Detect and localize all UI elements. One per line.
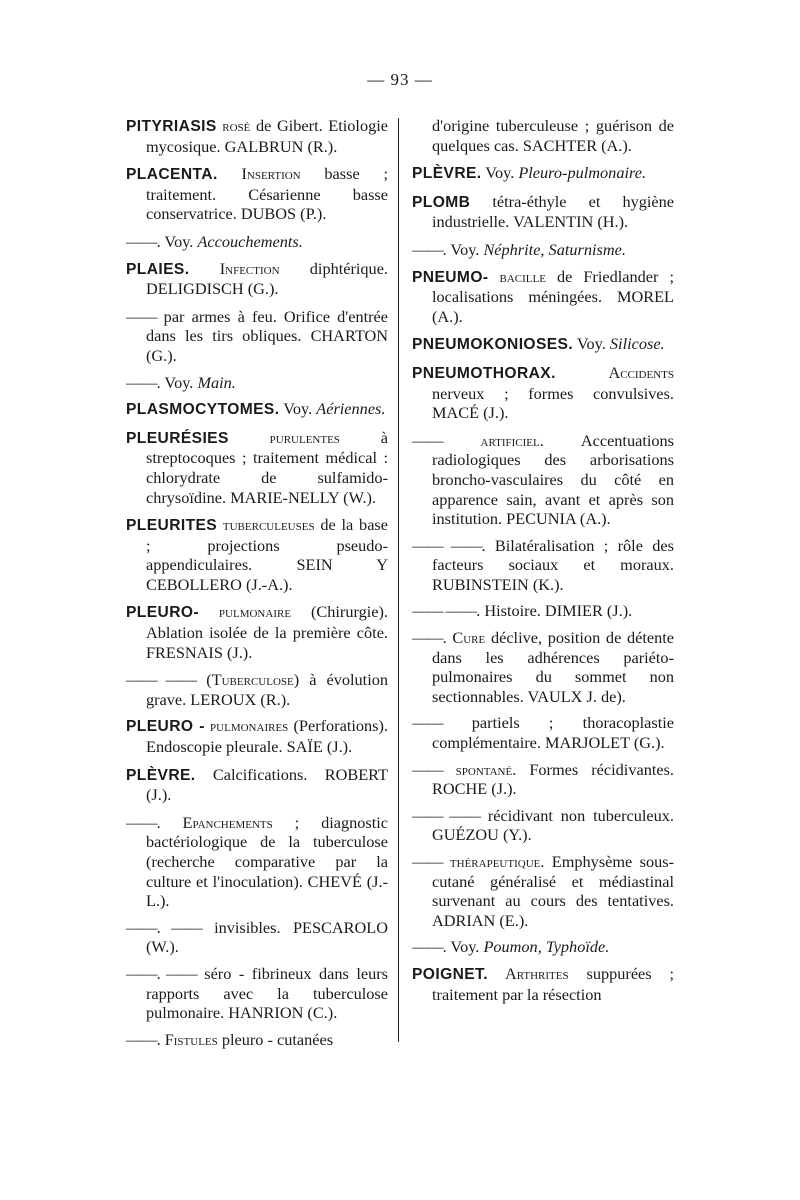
index-entry bbox=[412, 601, 674, 621]
entry-heading: PLAIES. bbox=[126, 260, 190, 278]
entry-text: basse ; traitement. Césarienne basse conservatrice. DUBOS (P.). bbox=[146, 164, 388, 224]
index-entry bbox=[126, 399, 388, 420]
column-divider bbox=[398, 118, 399, 1042]
entry-subheading: pulmonaires bbox=[204, 716, 289, 736]
index-entry bbox=[126, 259, 388, 299]
index-entry bbox=[126, 232, 388, 252]
index-entry bbox=[412, 431, 674, 529]
entry-heading: PLEURO - bbox=[126, 718, 205, 736]
entry-text bbox=[443, 431, 481, 450]
entry-heading: PLEURITES bbox=[126, 517, 218, 535]
entry-reference: Poumon, Typhoïde. bbox=[483, 937, 610, 957]
entry-text: de Friedlander ; localisations méningées. MOREL (A.). bbox=[432, 266, 674, 326]
entry-subheading: (Tuberculose) bbox=[206, 670, 300, 690]
index-entry bbox=[126, 964, 388, 1023]
entry-text: (Perforations). Endoscopie pleurale. SAÏE (J.). bbox=[146, 716, 388, 757]
entry-reference: Accouchements. bbox=[197, 231, 303, 251]
entry-heading: PLÈVRE. bbox=[126, 766, 196, 784]
entry-text: . Histoire. DIMIER (J.). bbox=[476, 601, 633, 621]
entry-text: . bbox=[156, 812, 183, 832]
entry-subheading: Fistules bbox=[164, 1029, 218, 1049]
entry-text: Voy. bbox=[481, 163, 519, 183]
entry-dash: —— bbox=[126, 812, 157, 832]
entry-subheading: pulmonaire bbox=[198, 602, 292, 622]
entry-text: . bbox=[156, 1029, 165, 1049]
index-entry bbox=[126, 515, 388, 594]
entry-text: . Voy. bbox=[442, 937, 484, 957]
entry-text: Emphysème sous-cutané généralisé et médiastinal survenant au cours des tentatives. ADRIAN (E.). bbox=[432, 852, 674, 930]
entry-subheading: purulentes bbox=[228, 427, 340, 447]
entry-text: . Voy. bbox=[156, 231, 198, 251]
index-entry bbox=[126, 373, 388, 393]
entry-text: de Gibert. Etiologie mycosique. GALBRUN (R.). bbox=[146, 116, 388, 156]
entry-heading: PNEUMO- bbox=[412, 268, 489, 286]
entry-text: Calcifications. ROBERT (J.). bbox=[146, 764, 388, 805]
entry-subheading: tuberculeuses bbox=[217, 515, 315, 535]
entry-subheading: thérapeutique. bbox=[449, 852, 545, 871]
entry-dash: —— bbox=[412, 713, 443, 733]
entry-dash: —— bbox=[412, 430, 443, 450]
index-entry bbox=[126, 428, 388, 507]
right-column bbox=[412, 116, 674, 1012]
index-entry bbox=[412, 852, 674, 930]
entry-dash: ——. —— bbox=[126, 963, 197, 983]
index-entry bbox=[412, 964, 674, 1004]
entry-heading: PNEUMOTHORAX. bbox=[412, 364, 556, 382]
entry-text: à évolution grave. LEROUX (R.). bbox=[146, 670, 388, 709]
index-entry bbox=[412, 937, 674, 957]
index-entry bbox=[126, 116, 388, 156]
entry-dash: —— —— bbox=[412, 601, 477, 621]
entry-subheading: bacille bbox=[488, 266, 546, 286]
entry-dash: —— —— bbox=[412, 535, 482, 555]
entry-text: pleuro - cutanées bbox=[217, 1029, 334, 1049]
entry-text: diphtérique. DELIGDISCH (G.). bbox=[146, 258, 388, 299]
entry-text: Accentuations radiologiques des arborisations broncho-vasculaires du côté en apparence sain, avant et après son institution. PECUNIA (A.). bbox=[432, 430, 674, 529]
entry-subheading: Insertion bbox=[217, 164, 301, 184]
entry-text: séro - fibrineux dans leurs rapports avec la tuberculose pulmonaire. HANRION (C.). bbox=[146, 963, 389, 1023]
entry-text: récidivant non tuberculeux. GUÉZOU (Y.). bbox=[432, 805, 674, 845]
entry-dash: —— bbox=[126, 372, 157, 392]
entry-text: (Chirurgie). Ablation isolée de la première côte. FRESNAIS (J.). bbox=[146, 602, 389, 662]
index-entry bbox=[412, 713, 674, 752]
index-entry bbox=[412, 628, 674, 706]
entry-dash: —— —— bbox=[126, 670, 197, 690]
index-entry bbox=[126, 602, 388, 662]
entry-text: ; diagnostic bactériologique de la tuberculose (recherche comparative par la culture et l'inoculation). CHEVÉ (J.-L.). bbox=[146, 812, 388, 911]
entry-dash: —— bbox=[126, 306, 157, 326]
entry-text: invisibles. PESCAROLO (W.). bbox=[146, 917, 388, 957]
entry-heading: PLACENTA. bbox=[126, 166, 218, 184]
entry-text: . Voy. bbox=[156, 372, 198, 392]
entry-dash: —— bbox=[412, 759, 443, 779]
entry-dash: —— bbox=[126, 1029, 157, 1049]
index-entry bbox=[412, 267, 674, 327]
index-entry bbox=[126, 716, 388, 756]
entry-text: par armes à feu. Orifice d'entrée dans les tirs obliques. CHARTON (G.). bbox=[146, 306, 388, 365]
entry-subheading: artificiel. bbox=[480, 430, 544, 450]
index-entry bbox=[126, 813, 388, 911]
entry-text: de la base ; projections pseudo-appendiculaires. SEIN Y CEBOLLERO (J.-A.). bbox=[146, 515, 388, 594]
entry-subheading: Arthrites bbox=[487, 963, 569, 983]
entry-dash: —— bbox=[412, 852, 443, 871]
index-entry bbox=[412, 192, 674, 232]
entry-subheading: spontané. bbox=[455, 759, 517, 779]
index-entry bbox=[126, 765, 388, 805]
entry-text: suppurées ; traitement par la résection bbox=[432, 963, 675, 1004]
index-entry bbox=[412, 536, 674, 595]
index-entry bbox=[126, 307, 388, 366]
index-entry bbox=[126, 670, 388, 709]
entry-heading: PITYRIASIS bbox=[126, 118, 217, 135]
entry-text: tétra-éthyle et hygiène industrielle. VALENTIN (H.). bbox=[432, 191, 674, 232]
entry-subheading: Accidents bbox=[555, 362, 674, 382]
index-entry bbox=[412, 240, 674, 260]
index-entry bbox=[412, 806, 674, 845]
entry-reference: Silicose. bbox=[609, 334, 665, 354]
entry-text bbox=[443, 852, 450, 871]
entry-text: Voy. bbox=[573, 334, 610, 354]
entry-heading: PLEURO- bbox=[126, 604, 199, 622]
entry-reference: Aériennes. bbox=[316, 399, 386, 419]
entry-heading: PLÈVRE. bbox=[412, 165, 482, 183]
entry-text: nerveux ; formes convulsives. MACÉ (J.). bbox=[432, 383, 674, 423]
entry-reference: Pleuro-pulmonaire. bbox=[518, 163, 647, 183]
entry-dash: —— bbox=[412, 628, 443, 648]
index-entry bbox=[412, 760, 674, 799]
entry-heading: PLASMOCYTOMES. bbox=[126, 401, 280, 419]
page-number: — 93 — bbox=[367, 70, 433, 89]
entry-heading: PLEURÉSIES bbox=[126, 429, 229, 447]
entry-text: Formes récidivantes. ROCHE (J.). bbox=[432, 759, 674, 799]
entry-reference: Néphrite, Saturnisme. bbox=[483, 239, 626, 259]
entry-dash: —— bbox=[412, 239, 443, 259]
entry-dash: ——. —— bbox=[126, 917, 202, 937]
entry-dash: —— bbox=[412, 937, 443, 957]
entry-text: . Voy. bbox=[442, 239, 484, 259]
entry-text: . bbox=[442, 628, 453, 648]
left-column bbox=[126, 116, 388, 1056]
entry-text: Voy. bbox=[279, 399, 317, 419]
entry-subheading: Cure bbox=[452, 628, 486, 648]
entry-heading: PLOMB bbox=[412, 193, 471, 211]
entry-reference: Main. bbox=[197, 372, 236, 392]
index-entry bbox=[412, 363, 674, 423]
entry-subheading: rosé bbox=[216, 116, 251, 135]
index-entry bbox=[412, 116, 674, 155]
entry-text bbox=[443, 760, 456, 779]
entry-subheading: Epanchements bbox=[182, 812, 273, 832]
entry-text: d'origine tuberculeuse ; guérison de quelques cas. SACHTER (A.). bbox=[432, 116, 674, 155]
index-entry bbox=[412, 334, 674, 355]
entry-heading: PNEUMOKONIOSES. bbox=[412, 336, 574, 354]
index-entry bbox=[126, 918, 388, 957]
entry-subheading: Infection bbox=[189, 258, 280, 278]
entry-dash: —— bbox=[126, 231, 157, 251]
entry-heading: POIGNET. bbox=[412, 965, 488, 983]
entry-text bbox=[196, 670, 206, 689]
entry-dash: —— —— bbox=[412, 805, 480, 825]
entry-text: déclive, position de détente dans les adhérences pariéto-pulmonaires du sommet non sectionnables. VAULX J. de). bbox=[432, 628, 675, 706]
index-entry bbox=[412, 163, 674, 184]
index-entry bbox=[126, 164, 388, 224]
entry-text: . Bilatéralisation ; rôle des facteurs sociaux et moraux. RUBINSTEIN (K.). bbox=[432, 535, 674, 594]
entry-text: partiels ; thoracoplastie complémentaire. MARJOLET (G.). bbox=[432, 713, 674, 753]
index-entry bbox=[126, 1030, 388, 1050]
entry-text: à streptocoques ; traitement médical : chlorydrate de sulfamido-chrysoïdine. MARIE-NELLY (W.). bbox=[146, 427, 388, 507]
